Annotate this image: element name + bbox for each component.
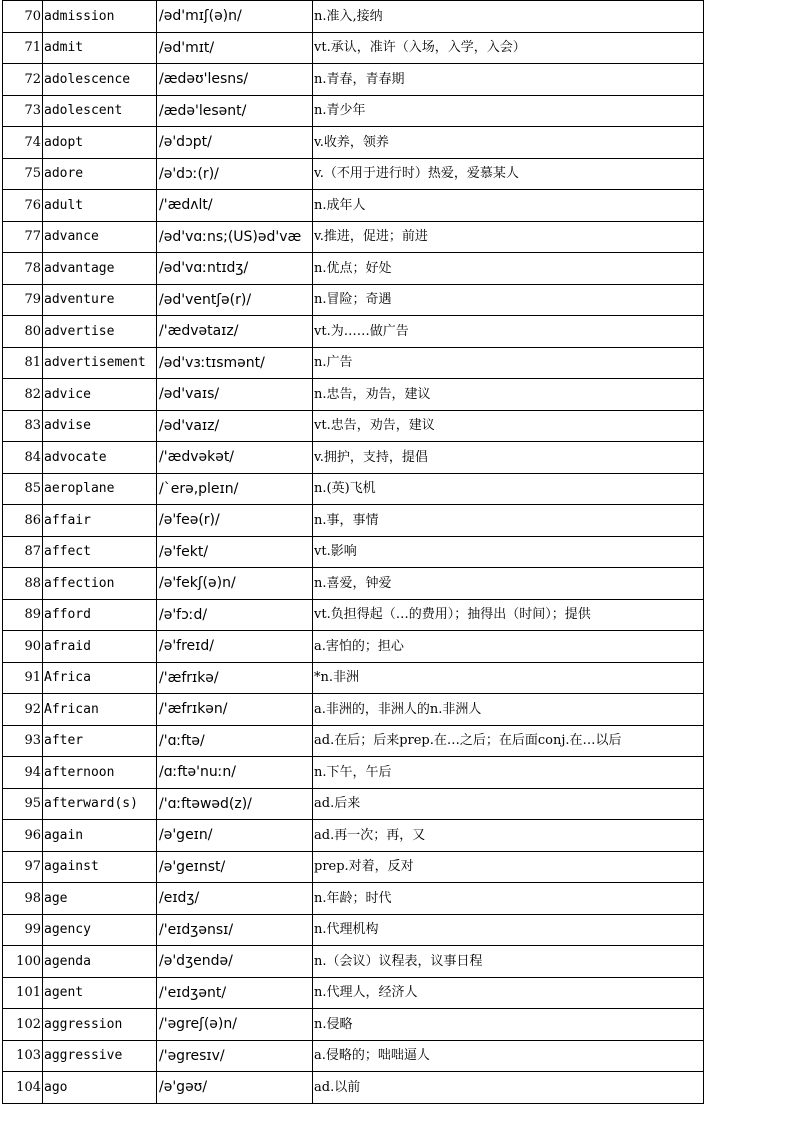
entry-number: 82 bbox=[3, 379, 43, 411]
table-row bbox=[3, 505, 704, 537]
entry-number: 92 bbox=[3, 694, 43, 726]
entry-word: affect bbox=[43, 536, 157, 568]
entry-word: again bbox=[43, 820, 157, 852]
entry-word: adventure bbox=[43, 284, 157, 316]
entry-definition: n.下午，午后 bbox=[313, 757, 704, 789]
entry-definition: n.代理人，经济人 bbox=[313, 977, 704, 1009]
table-row bbox=[3, 95, 704, 127]
entry-definition: ad.再一次；再，又 bbox=[313, 820, 704, 852]
table-row bbox=[3, 1040, 704, 1072]
entry-phonetic: /əd'vaɪz/ bbox=[157, 410, 313, 442]
entry-word: agency bbox=[43, 914, 157, 946]
entry-definition: n.忠告，劝告，建议 bbox=[313, 379, 704, 411]
table-row bbox=[3, 694, 704, 726]
entry-phonetic: /eɪdʒ/ bbox=[157, 883, 313, 915]
table-row bbox=[3, 725, 704, 757]
entry-phonetic: /'eɪdʒənsɪ/ bbox=[157, 914, 313, 946]
entry-definition: n.成年人 bbox=[313, 190, 704, 222]
table-row bbox=[3, 284, 704, 316]
entry-phonetic: /ɑːftə'nuːn/ bbox=[157, 757, 313, 789]
table-row bbox=[3, 158, 704, 190]
entry-word: affection bbox=[43, 568, 157, 600]
entry-number: 94 bbox=[3, 757, 43, 789]
entry-word: afford bbox=[43, 599, 157, 631]
entry-definition: v.拥护，支持，提倡 bbox=[313, 442, 704, 474]
entry-word: Africa bbox=[43, 662, 157, 694]
entry-word: affair bbox=[43, 505, 157, 537]
entry-phonetic: /ə'fekʃ(ə)n/ bbox=[157, 568, 313, 600]
table-row bbox=[3, 221, 704, 253]
entry-definition: ad.在后；后来prep.在…之后；在后面conj.在…以后 bbox=[313, 725, 704, 757]
entry-word: afterward(s) bbox=[43, 788, 157, 820]
entry-number: 100 bbox=[3, 946, 43, 978]
vocabulary-table-body bbox=[3, 1, 704, 1104]
entry-phonetic: /əd'vaɪs/ bbox=[157, 379, 313, 411]
entry-phonetic: /ə'freɪd/ bbox=[157, 631, 313, 663]
entry-phonetic: /əd'ventʃə(r)/ bbox=[157, 284, 313, 316]
entry-number: 95 bbox=[3, 788, 43, 820]
entry-definition: n.准入,接纳 bbox=[313, 1, 704, 33]
entry-definition: n.青春，青春期 bbox=[313, 64, 704, 96]
table-row bbox=[3, 1009, 704, 1041]
entry-word: advance bbox=[43, 221, 157, 253]
table-row bbox=[3, 851, 704, 883]
entry-phonetic: /ə'geɪn/ bbox=[157, 820, 313, 852]
entry-phonetic: /ə'feə(r)/ bbox=[157, 505, 313, 537]
entry-definition: v.收养，领养 bbox=[313, 127, 704, 159]
table-row bbox=[3, 662, 704, 694]
entry-phonetic: /'æfrɪkən/ bbox=[157, 694, 313, 726]
entry-definition: v.推进，促进；前进 bbox=[313, 221, 704, 253]
table-row bbox=[3, 946, 704, 978]
entry-number: 79 bbox=[3, 284, 43, 316]
entry-definition: n.冒险；奇遇 bbox=[313, 284, 704, 316]
entry-phonetic: /əd'mɪʃ(ə)n/ bbox=[157, 1, 313, 33]
entry-definition: vt.负担得起（…的费用）；抽得出（时间）；提供 bbox=[313, 599, 704, 631]
entry-word: advertisement bbox=[43, 347, 157, 379]
entry-word: ago bbox=[43, 1072, 157, 1104]
entry-definition: n.年龄；时代 bbox=[313, 883, 704, 915]
entry-definition: vt.为……做广告 bbox=[313, 316, 704, 348]
entry-definition: a.侵略的；咄咄逼人 bbox=[313, 1040, 704, 1072]
entry-definition: a.害怕的；担心 bbox=[313, 631, 704, 663]
table-row bbox=[3, 316, 704, 348]
entry-word: aeroplane bbox=[43, 473, 157, 505]
entry-definition: n.广告 bbox=[313, 347, 704, 379]
entry-definition: n.喜爱，钟爱 bbox=[313, 568, 704, 600]
entry-phonetic: /ə'dɔpt/ bbox=[157, 127, 313, 159]
entry-word: adopt bbox=[43, 127, 157, 159]
entry-phonetic: /'ɑːftə/ bbox=[157, 725, 313, 757]
entry-definition: a.非洲的，非洲人的n.非洲人 bbox=[313, 694, 704, 726]
entry-definition: vt.影响 bbox=[313, 536, 704, 568]
table-row bbox=[3, 190, 704, 222]
entry-definition: n.侵略 bbox=[313, 1009, 704, 1041]
entry-phonetic: /'ædvətaɪz/ bbox=[157, 316, 313, 348]
entry-word: admit bbox=[43, 32, 157, 64]
entry-word: age bbox=[43, 883, 157, 915]
entry-definition: n.（会议）议程表，议事日程 bbox=[313, 946, 704, 978]
entry-number: 89 bbox=[3, 599, 43, 631]
entry-word: agent bbox=[43, 977, 157, 1009]
entry-phonetic: /`erə,pleɪn/ bbox=[157, 473, 313, 505]
table-row bbox=[3, 977, 704, 1009]
entry-phonetic: /ə'dʒendə/ bbox=[157, 946, 313, 978]
entry-number: 83 bbox=[3, 410, 43, 442]
entry-number: 72 bbox=[3, 64, 43, 96]
entry-phonetic: /'əgreʃ(ə)n/ bbox=[157, 1009, 313, 1041]
entry-word: aggression bbox=[43, 1009, 157, 1041]
entry-word: agenda bbox=[43, 946, 157, 978]
entry-number: 99 bbox=[3, 914, 43, 946]
entry-phonetic: /ə'geɪnst/ bbox=[157, 851, 313, 883]
table-row bbox=[3, 473, 704, 505]
entry-number: 77 bbox=[3, 221, 43, 253]
entry-word: advocate bbox=[43, 442, 157, 474]
entry-word: advise bbox=[43, 410, 157, 442]
entry-word: afraid bbox=[43, 631, 157, 663]
entry-phonetic: /ə'fekt/ bbox=[157, 536, 313, 568]
table-row bbox=[3, 379, 704, 411]
entry-phonetic: /'ædʌlt/ bbox=[157, 190, 313, 222]
entry-word: advantage bbox=[43, 253, 157, 285]
entry-definition: ad.后来 bbox=[313, 788, 704, 820]
entry-number: 71 bbox=[3, 32, 43, 64]
entry-number: 101 bbox=[3, 977, 43, 1009]
entry-number: 98 bbox=[3, 883, 43, 915]
entry-word: admission bbox=[43, 1, 157, 33]
table-row bbox=[3, 32, 704, 64]
entry-number: 97 bbox=[3, 851, 43, 883]
entry-phonetic: /'ɑːftəwəd(z)/ bbox=[157, 788, 313, 820]
entry-number: 90 bbox=[3, 631, 43, 663]
entry-word: adult bbox=[43, 190, 157, 222]
entry-word: aggressive bbox=[43, 1040, 157, 1072]
entry-word: adore bbox=[43, 158, 157, 190]
entry-number: 81 bbox=[3, 347, 43, 379]
entry-phonetic: /ædə'lesənt/ bbox=[157, 95, 313, 127]
entry-phonetic: /'əgresɪv/ bbox=[157, 1040, 313, 1072]
entry-number: 78 bbox=[3, 253, 43, 285]
entry-number: 102 bbox=[3, 1009, 43, 1041]
entry-number: 85 bbox=[3, 473, 43, 505]
entry-number: 93 bbox=[3, 725, 43, 757]
entry-phonetic: /ə'dɔː(r)/ bbox=[157, 158, 313, 190]
entry-phonetic: /ædəʊ'lesns/ bbox=[157, 64, 313, 96]
table-row bbox=[3, 253, 704, 285]
table-row bbox=[3, 914, 704, 946]
entry-number: 76 bbox=[3, 190, 43, 222]
entry-word: against bbox=[43, 851, 157, 883]
entry-phonetic: /'ædvəkət/ bbox=[157, 442, 313, 474]
entry-number: 73 bbox=[3, 95, 43, 127]
entry-definition: n.优点；好处 bbox=[313, 253, 704, 285]
entry-word: adolescence bbox=[43, 64, 157, 96]
table-row bbox=[3, 788, 704, 820]
entry-number: 80 bbox=[3, 316, 43, 348]
table-row bbox=[3, 631, 704, 663]
entry-number: 96 bbox=[3, 820, 43, 852]
table-row bbox=[3, 536, 704, 568]
entry-phonetic: /əd'mɪt/ bbox=[157, 32, 313, 64]
table-row bbox=[3, 127, 704, 159]
table-row bbox=[3, 442, 704, 474]
entry-definition: *n.非洲 bbox=[313, 662, 704, 694]
entry-number: 70 bbox=[3, 1, 43, 33]
table-row bbox=[3, 757, 704, 789]
entry-definition: v.（不用于进行时）热爱，爱慕某人 bbox=[313, 158, 704, 190]
vocabulary-table bbox=[2, 0, 704, 1104]
entry-word: advice bbox=[43, 379, 157, 411]
entry-definition: ad.以前 bbox=[313, 1072, 704, 1104]
entry-phonetic: /əd'vɜːtɪsmənt/ bbox=[157, 347, 313, 379]
entry-number: 88 bbox=[3, 568, 43, 600]
entry-definition: vt.忠告，劝告，建议 bbox=[313, 410, 704, 442]
entry-number: 86 bbox=[3, 505, 43, 537]
entry-number: 74 bbox=[3, 127, 43, 159]
entry-definition: n.青少年 bbox=[313, 95, 704, 127]
entry-number: 104 bbox=[3, 1072, 43, 1104]
table-row bbox=[3, 883, 704, 915]
entry-word: afternoon bbox=[43, 757, 157, 789]
entry-definition: n.事，事情 bbox=[313, 505, 704, 537]
entry-definition: n.代理机构 bbox=[313, 914, 704, 946]
entry-phonetic: /'æfrɪkə/ bbox=[157, 662, 313, 694]
entry-phonetic: /əd'vɑːns;(US)əd'væ bbox=[157, 221, 313, 253]
entry-phonetic: /'eɪdʒənt/ bbox=[157, 977, 313, 1009]
entry-number: 84 bbox=[3, 442, 43, 474]
entry-number: 91 bbox=[3, 662, 43, 694]
table-row bbox=[3, 347, 704, 379]
entry-number: 103 bbox=[3, 1040, 43, 1072]
entry-word: after bbox=[43, 725, 157, 757]
entry-word: African bbox=[43, 694, 157, 726]
table-row bbox=[3, 1, 704, 33]
entry-phonetic: /əd'vɑːntɪdʒ/ bbox=[157, 253, 313, 285]
table-row bbox=[3, 410, 704, 442]
entry-phonetic: /ə'gəʊ/ bbox=[157, 1072, 313, 1104]
entry-definition: prep.对着，反对 bbox=[313, 851, 704, 883]
table-row bbox=[3, 599, 704, 631]
entry-definition: n.(英)飞机 bbox=[313, 473, 704, 505]
entry-definition: vt.承认，准许（入场，入学，入会） bbox=[313, 32, 704, 64]
entry-number: 75 bbox=[3, 158, 43, 190]
entry-phonetic: /ə'fɔːd/ bbox=[157, 599, 313, 631]
entry-word: adolescent bbox=[43, 95, 157, 127]
entry-number: 87 bbox=[3, 536, 43, 568]
table-row bbox=[3, 820, 704, 852]
entry-word: advertise bbox=[43, 316, 157, 348]
table-row bbox=[3, 568, 704, 600]
table-row bbox=[3, 64, 704, 96]
table-row bbox=[3, 1072, 704, 1104]
